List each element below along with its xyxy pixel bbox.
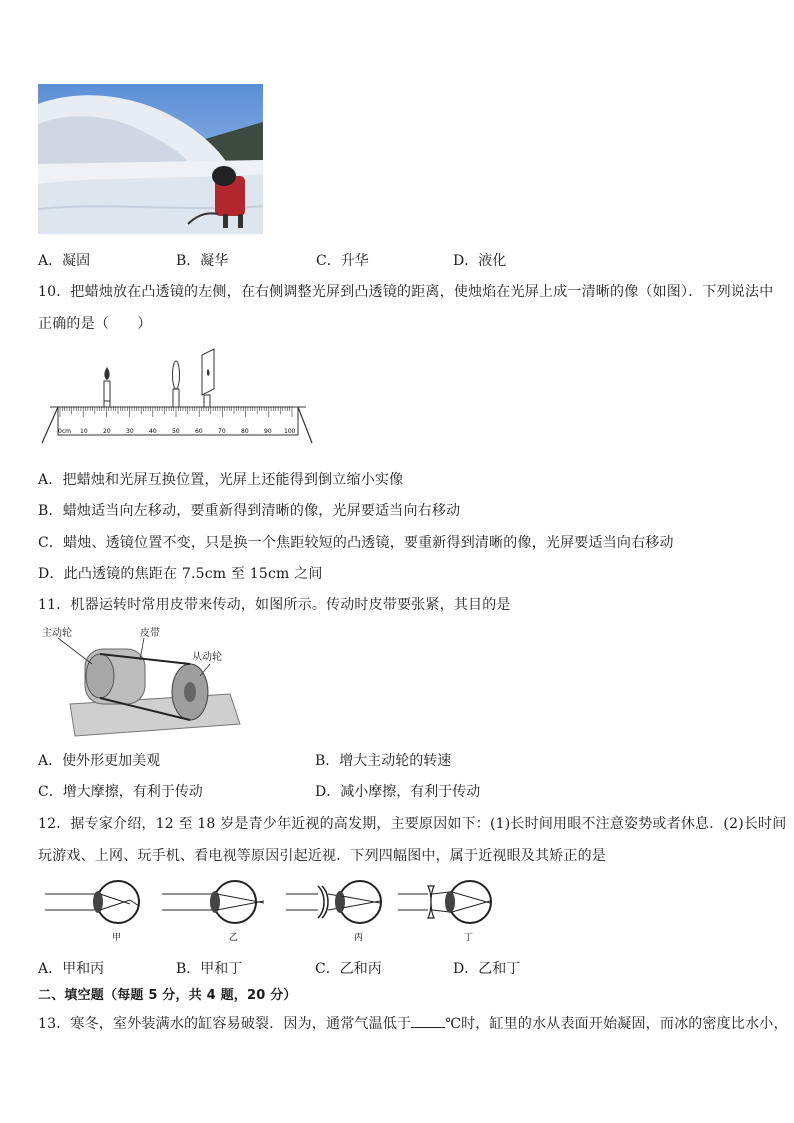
- q10-option-d: D．此凸透镜的焦距在 7.5cm 至 15cm 之间: [38, 566, 323, 582]
- ruler-tick-10: 10: [80, 428, 88, 435]
- q11-stem: 11．机器运转时常用皮带来传动，如图所示。传动时皮带要张紧，其目的是: [38, 597, 511, 613]
- caption-yi: 乙: [229, 933, 239, 943]
- q12-option-d: D．乙和丁: [453, 961, 521, 977]
- q13-text-after: ℃时，缸里的水从表面开始凝固，而冰的密度比水小，: [445, 1016, 788, 1032]
- q11-option-b: B．增大主动轮的转速: [315, 753, 452, 769]
- ruler-tick-0: 0cm: [58, 428, 71, 435]
- caption-jia: 甲: [112, 933, 122, 943]
- q9-option-a: A．凝固: [38, 253, 91, 269]
- label-belt: 皮带: [140, 628, 160, 639]
- q12-option-a: A．甲和丙: [38, 961, 105, 977]
- ruler-tick-40: 40: [149, 428, 157, 435]
- q10-stem-line2: 正确的是（ ）: [38, 316, 152, 332]
- label-driving-wheel: 主动轮: [42, 628, 72, 639]
- belt-drive-diagram: [40, 624, 245, 739]
- q9-option-b: B．凝华: [176, 253, 229, 269]
- snow-machine-photo: [38, 84, 263, 234]
- q12-option-b: B．甲和丁: [176, 961, 243, 977]
- q10-option-b: B．蜡烛适当向左移动，要重新得到清晰的像，光屏要适当向右移动: [38, 503, 461, 519]
- q12-stem-line1: 12．据专家介绍，12 至 18 岁是青少年近视的高发期，主要原因如下：(1)长时间用眼不注意姿势或者休息．(2)长时间: [38, 816, 787, 832]
- q11-option-a: A．使外形更加美观: [38, 753, 161, 769]
- eye-diagrams: [40, 876, 510, 946]
- ruler-tick-70: 70: [218, 428, 226, 435]
- q10-option-a: A．把蜡烛和光屏互换位置，光屏上还能得到倒立缩小实像: [38, 472, 404, 488]
- q12-stem-line2: 玩游戏、上网、玩手机、看电视等原因引起近视．下列四幅图中，属于近视眼及其矫正的是: [38, 848, 606, 864]
- q13-stem: [38, 1013, 788, 1033]
- caption-ding: 丁: [464, 933, 474, 943]
- ruler-tick-50: 50: [172, 428, 180, 435]
- q11-option-c: C．增大摩擦，有利于传动: [38, 784, 203, 800]
- q12-option-c: C．乙和丙: [315, 961, 382, 977]
- section-2-title: 二、填空题（每题 5 分，共 4 题，20 分）: [38, 988, 297, 1003]
- ruler-tick-100: 100: [284, 428, 296, 435]
- q13-blank[interactable]: [411, 1013, 445, 1028]
- ruler-tick-90: 90: [264, 428, 272, 435]
- ruler-tick-80: 80: [241, 428, 249, 435]
- q9-option-d: D．液化: [453, 253, 507, 269]
- q13-text-before: 13．寒冬，室外装满水的缸容易破裂．因为，通常气温低于: [38, 1016, 412, 1032]
- q10-stem-line1: 10．把蜡烛放在凸透镜的左侧，在右侧调整光屏到凸透镜的距离，使烛焰在光屏上成一清晰的像（如图）．下列说法中: [38, 284, 774, 300]
- ruler-tick-60: 60: [195, 428, 203, 435]
- q11-option-d: D．减小摩擦，有利于传动: [315, 784, 481, 800]
- label-driven-wheel: 从动轮: [192, 652, 222, 663]
- q10-option-c: C．蜡烛、透镜位置不变，只是换一个焦距较短的凸透镜，要重新得到清晰的像，光屏要适当向右移动: [38, 535, 674, 551]
- caption-bing: 丙: [354, 933, 364, 943]
- q9-option-c: C．升华: [316, 253, 369, 269]
- ruler-tick-30: 30: [126, 428, 134, 435]
- ruler-tick-20: 20: [103, 428, 111, 435]
- optical-bench-diagram: [40, 345, 315, 445]
